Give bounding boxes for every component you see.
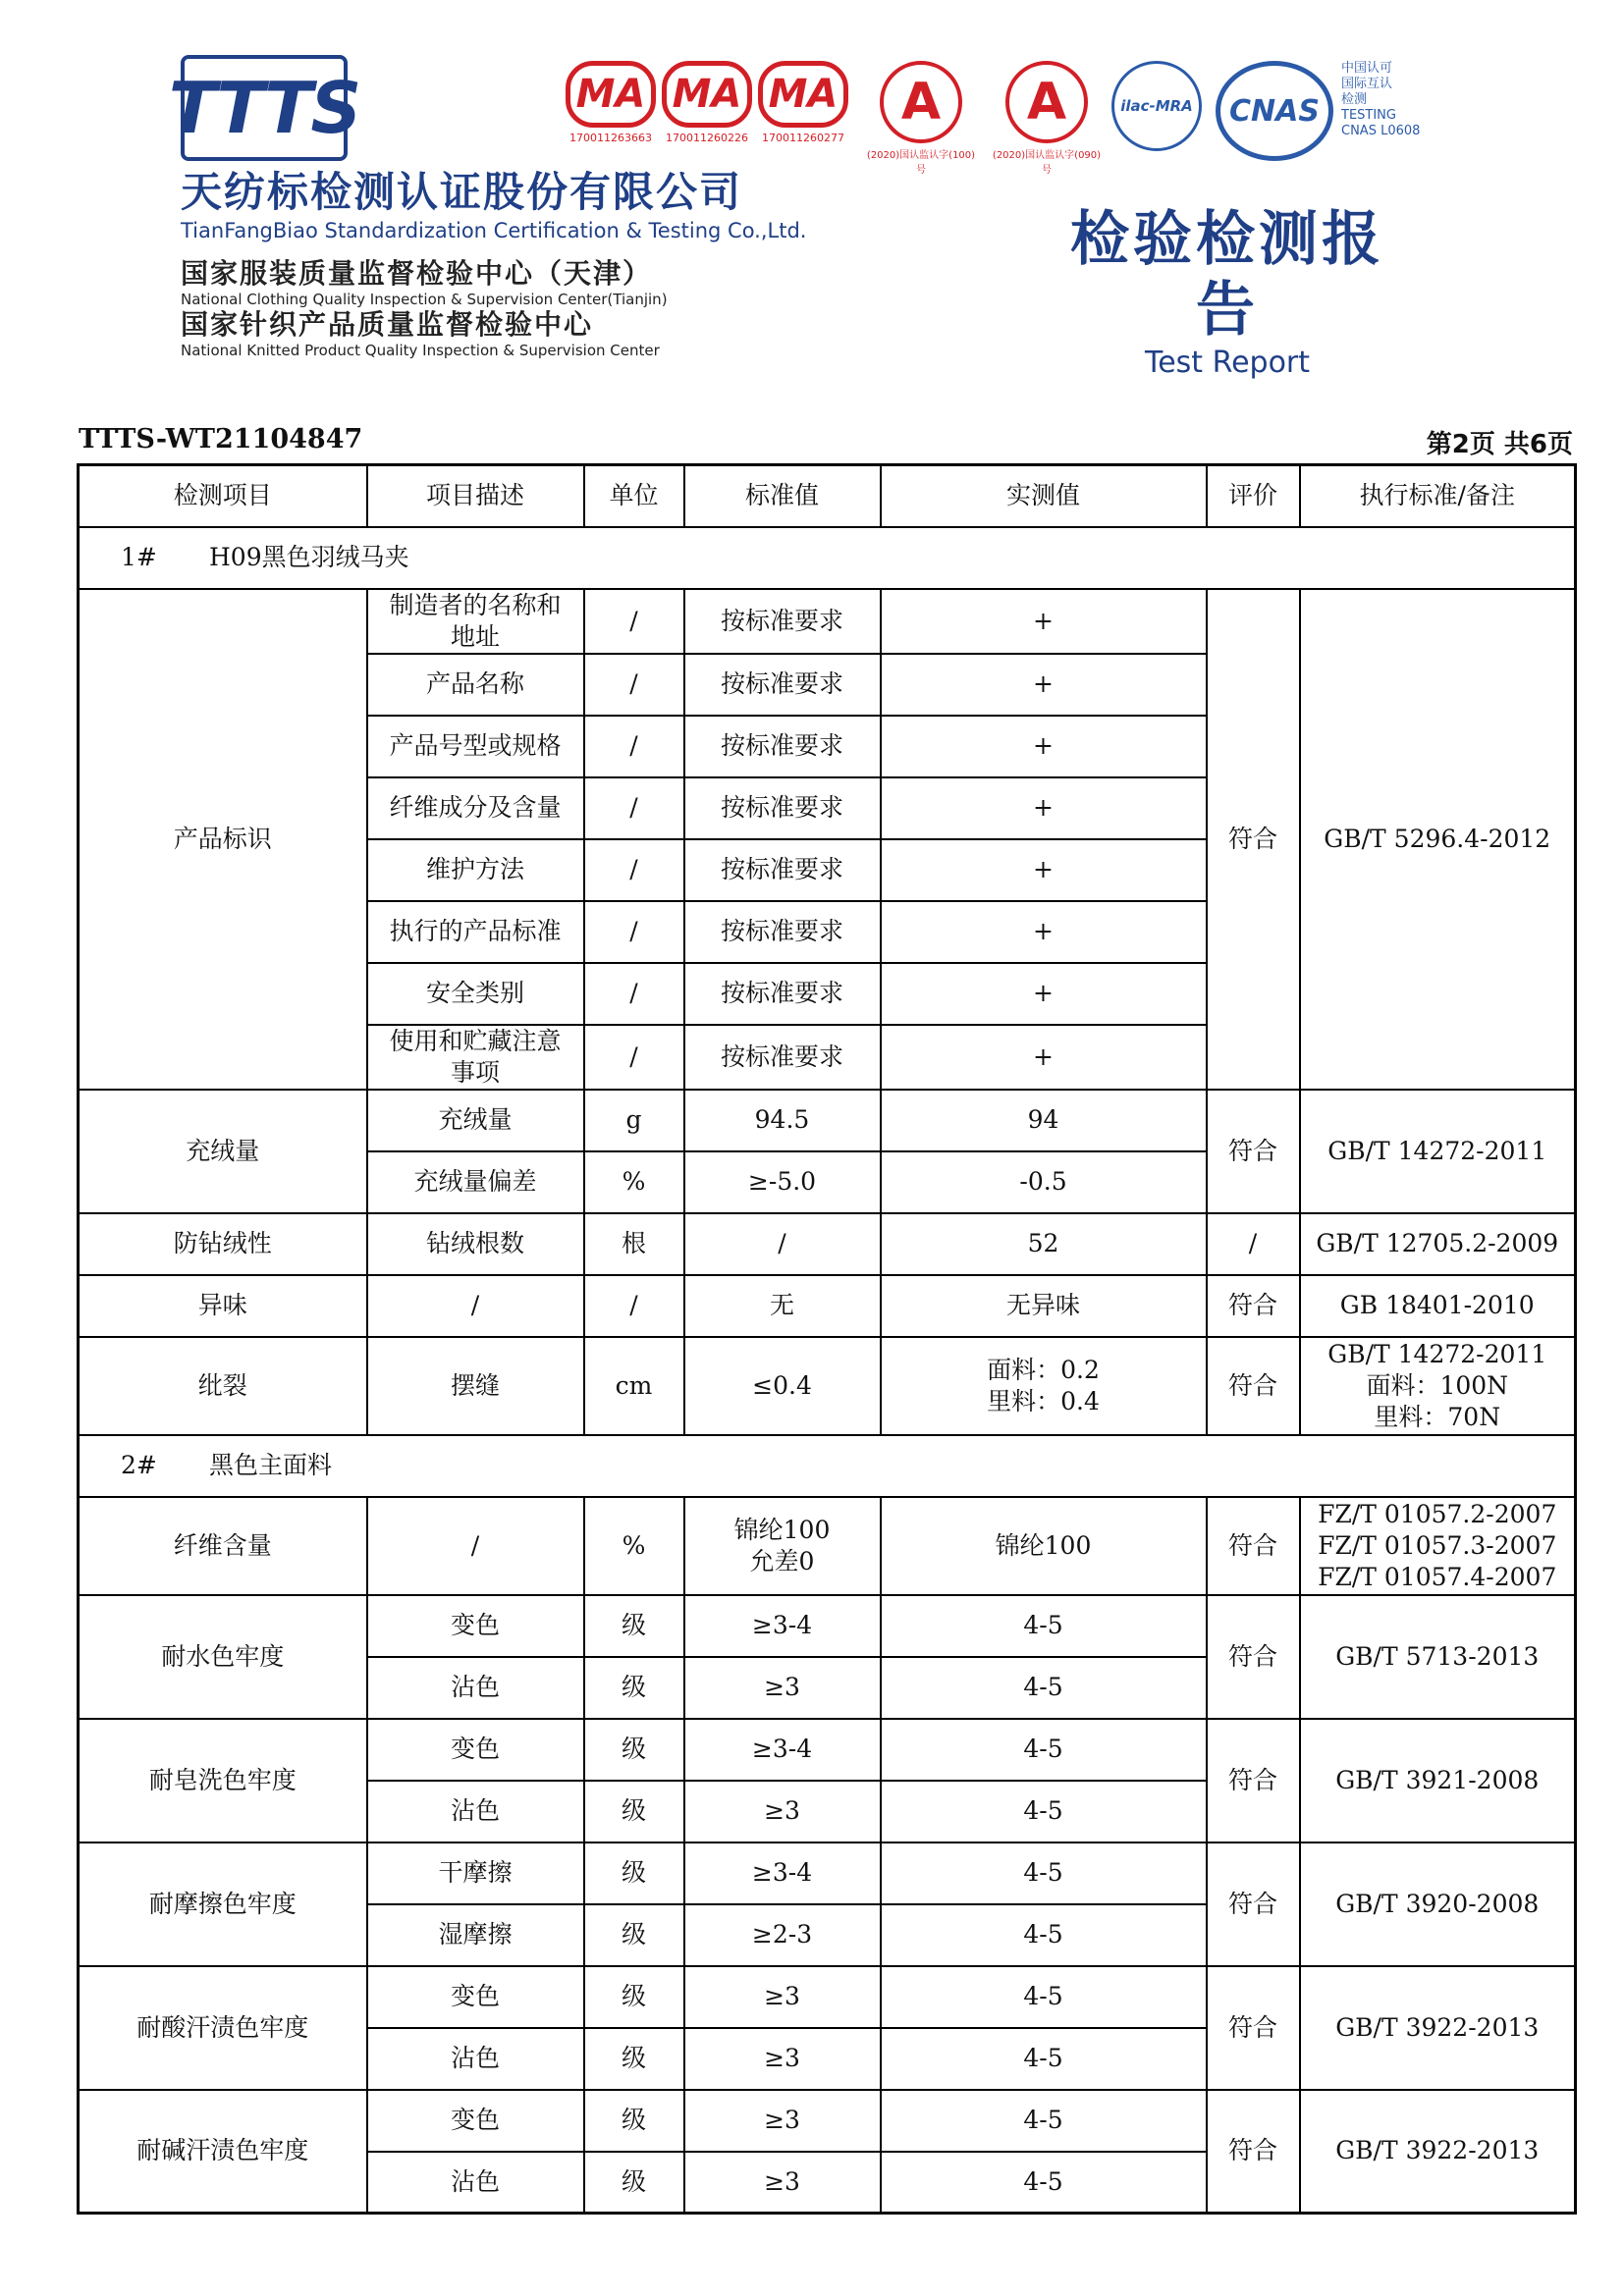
measured-value bbox=[881, 1337, 1207, 1435]
standard-value: 94.5 bbox=[684, 1090, 881, 1151]
evaluation: 符合 bbox=[1207, 2090, 1300, 2214]
section-number: 1# bbox=[121, 543, 157, 571]
item-description: 执行的产品标准 bbox=[367, 901, 584, 963]
cnas-line: CNAS L0608 bbox=[1341, 124, 1421, 138]
desc-line: 使用和贮藏注意 bbox=[389, 1026, 562, 1055]
unit: / bbox=[584, 901, 684, 963]
table-row bbox=[79, 1213, 1576, 1275]
column-header: 评价 bbox=[1207, 465, 1300, 527]
standard-value bbox=[684, 1497, 881, 1595]
standard-value: ≥3 bbox=[684, 2028, 881, 2090]
evaluation: / bbox=[1207, 1213, 1300, 1275]
cma-seal-icon: MA bbox=[566, 61, 656, 128]
test-item: 耐酸汗渍色牢度 bbox=[79, 1966, 367, 2090]
item-description: 产品名称 bbox=[367, 654, 584, 716]
standard-reference bbox=[1300, 1337, 1576, 1435]
unit: g bbox=[584, 1090, 684, 1151]
standard-line: FZ/T 01057.2-2007 bbox=[1318, 1499, 1557, 1528]
item-description: 维护方法 bbox=[367, 839, 584, 901]
standard-value: ≥3-4 bbox=[684, 1719, 881, 1781]
unit: 级 bbox=[584, 2152, 684, 2214]
section-name: 黑色主面料 bbox=[209, 1451, 333, 1479]
evaluation: 符合 bbox=[1207, 1842, 1300, 1966]
standard-line: 面料：100N bbox=[1366, 1370, 1509, 1400]
item-description: 沾色 bbox=[367, 1781, 584, 1842]
unit: 级 bbox=[584, 1904, 684, 1966]
unit: 级 bbox=[584, 1595, 684, 1657]
test-item: 耐碱汗渍色牢度 bbox=[79, 2090, 367, 2214]
measured-value: 52 bbox=[881, 1213, 1207, 1275]
measured-value: 4-5 bbox=[881, 1657, 1207, 1719]
standard-reference: GB/T 3921-2008 bbox=[1300, 1719, 1576, 1842]
center2-cn: 国家针织产品质量监督检验中心 bbox=[181, 308, 594, 341]
standard-line: FZ/T 01057.3-2007 bbox=[1318, 1530, 1557, 1560]
item-description: 变色 bbox=[367, 1595, 584, 1657]
company-name-en: TianFangBiao Standardization Certification & Testing Co.,Ltd. bbox=[181, 219, 807, 242]
measured-value: + bbox=[881, 777, 1207, 839]
item-description: 摆缝 bbox=[367, 1337, 584, 1435]
measured-value: 4-5 bbox=[881, 1904, 1207, 1966]
column-header: 执行标准/备注 bbox=[1300, 465, 1576, 527]
item-description: 纤维成分及含量 bbox=[367, 777, 584, 839]
column-header: 项目描述 bbox=[367, 465, 584, 527]
unit: / bbox=[584, 654, 684, 716]
item-description: 充绒量 bbox=[367, 1090, 584, 1151]
item-description: 沾色 bbox=[367, 1657, 584, 1719]
standard-reference: GB/T 5296.4-2012 bbox=[1300, 589, 1576, 1090]
desc-line: 事项 bbox=[450, 1057, 500, 1087]
measured-value: + bbox=[881, 1025, 1207, 1090]
standard-reference bbox=[1300, 1497, 1576, 1595]
standard-value: 按标准要求 bbox=[684, 777, 881, 839]
cal-number: (2020)国认监认字(100)号 bbox=[866, 150, 976, 176]
table-row bbox=[79, 1275, 1576, 1337]
measured-value: 4-5 bbox=[881, 1966, 1207, 2028]
test-item: 纤维含量 bbox=[79, 1497, 367, 1595]
standard-value: 按标准要求 bbox=[684, 839, 881, 901]
item-description: 干摩擦 bbox=[367, 1842, 584, 1904]
measured-value: 4-5 bbox=[881, 1719, 1207, 1781]
cal-mark bbox=[862, 61, 980, 176]
unit: / bbox=[584, 716, 684, 777]
measured-value: 4-5 bbox=[881, 1595, 1207, 1657]
evaluation: 符合 bbox=[1207, 1497, 1300, 1595]
table-row bbox=[79, 1090, 1576, 1151]
measured-value: + bbox=[881, 901, 1207, 963]
company-name bbox=[181, 167, 868, 243]
item-description: 充绒量偏差 bbox=[367, 1151, 584, 1213]
cal-mark bbox=[988, 61, 1106, 176]
unit: 级 bbox=[584, 1966, 684, 2028]
measured-value: -0.5 bbox=[881, 1151, 1207, 1213]
measured-value: + bbox=[881, 839, 1207, 901]
std-line: 允差0 bbox=[749, 1546, 815, 1575]
standard-value: 按标准要求 bbox=[684, 654, 881, 716]
unit: 级 bbox=[584, 2028, 684, 2090]
table-row bbox=[79, 1595, 1576, 1657]
evaluation: 符合 bbox=[1207, 1595, 1300, 1719]
evaluation: 符合 bbox=[1207, 1719, 1300, 1842]
item-description: 钻绒根数 bbox=[367, 1213, 584, 1275]
center1-cn: 国家服装质量监督检验中心（天津） bbox=[181, 257, 653, 290]
page-indicator: 第2页 共6页 bbox=[1426, 430, 1573, 459]
table-row bbox=[79, 1497, 1576, 1595]
unit: / bbox=[584, 1025, 684, 1090]
cnas-line: TESTING bbox=[1341, 108, 1396, 123]
evaluation: 符合 bbox=[1207, 589, 1300, 1090]
measured-value: 4-5 bbox=[881, 2152, 1207, 2214]
section-row bbox=[79, 527, 1576, 589]
cnas-line: 国际互认 bbox=[1341, 77, 1393, 91]
standard-value: ≥3 bbox=[684, 1966, 881, 2028]
column-header: 检测项目 bbox=[79, 465, 367, 527]
cma-seal-icon: MA bbox=[758, 61, 848, 128]
unit: / bbox=[584, 777, 684, 839]
standard-value: 按标准要求 bbox=[684, 1025, 881, 1090]
item-description bbox=[367, 589, 584, 654]
standard-value: ≤0.4 bbox=[684, 1337, 881, 1435]
center2-en: National Knitted Product Quality Inspection & Supervision Center bbox=[181, 342, 660, 359]
standard-reference: GB/T 3922-2013 bbox=[1300, 1966, 1576, 2090]
table-row bbox=[79, 1719, 1576, 1781]
item-description: / bbox=[367, 1275, 584, 1337]
test-item: 耐皂洗色牢度 bbox=[79, 1719, 367, 1842]
item-description bbox=[367, 1025, 584, 1090]
unit: 级 bbox=[584, 1657, 684, 1719]
value-line: 里料：0.4 bbox=[987, 1386, 1100, 1415]
value-line: 面料：0.2 bbox=[987, 1355, 1100, 1384]
center1-en: National Clothing Quality Inspection & Supervision Center(Tianjin) bbox=[181, 291, 668, 308]
table-row bbox=[79, 589, 1576, 654]
table-row bbox=[79, 1842, 1576, 1904]
measured-value: 4-5 bbox=[881, 2028, 1207, 2090]
test-item: 异味 bbox=[79, 1275, 367, 1337]
standard-value: ≥2-3 bbox=[684, 1904, 881, 1966]
item-description: 变色 bbox=[367, 1719, 584, 1781]
standard-value: ≥-5.0 bbox=[684, 1151, 881, 1213]
desc-line: 地址 bbox=[450, 621, 500, 651]
cma-mark bbox=[758, 61, 848, 144]
unit: / bbox=[584, 1275, 684, 1337]
column-header: 标准值 bbox=[684, 465, 881, 527]
standard-reference: GB/T 3922-2013 bbox=[1300, 2090, 1576, 2214]
cma-mark bbox=[662, 61, 752, 144]
unit: cm bbox=[584, 1337, 684, 1435]
evaluation: 符合 bbox=[1207, 1966, 1300, 2090]
evaluation: 符合 bbox=[1207, 1337, 1300, 1435]
cal-seal-icon: A bbox=[1005, 61, 1088, 143]
standard-value: 按标准要求 bbox=[684, 589, 881, 654]
measured-value: 4-5 bbox=[881, 1842, 1207, 1904]
item-description: 沾色 bbox=[367, 2028, 584, 2090]
measured-value: 4-5 bbox=[881, 2090, 1207, 2152]
std-line: 锦纶100 bbox=[733, 1515, 831, 1544]
unit: % bbox=[584, 1151, 684, 1213]
test-item: 耐水色牢度 bbox=[79, 1595, 367, 1719]
standard-value: ≥3 bbox=[684, 2152, 881, 2214]
standard-reference: GB/T 5713-2013 bbox=[1300, 1595, 1576, 1719]
unit: % bbox=[584, 1497, 684, 1595]
evaluation: 符合 bbox=[1207, 1275, 1300, 1337]
standard-value: ≥3 bbox=[684, 2090, 881, 2152]
test-item: 防钻绒性 bbox=[79, 1213, 367, 1275]
measured-value: + bbox=[881, 716, 1207, 777]
standard-value: ≥3-4 bbox=[684, 1842, 881, 1904]
standard-reference: GB/T 3920-2008 bbox=[1300, 1842, 1576, 1966]
ilac-mra-icon: ilac-MRA bbox=[1111, 61, 1202, 151]
standard-reference: GB/T 14272-2011 bbox=[1300, 1090, 1576, 1213]
unit: / bbox=[584, 839, 684, 901]
standard-line: GB/T 14272-2011 bbox=[1327, 1339, 1547, 1368]
unit: / bbox=[584, 963, 684, 1025]
report-meta bbox=[79, 424, 1573, 459]
company-name-cn: 天纺标检测认证股份有限公司 bbox=[181, 168, 743, 216]
measured-value: 4-5 bbox=[881, 1781, 1207, 1842]
item-description: 变色 bbox=[367, 2090, 584, 2152]
standard-value: ≥3 bbox=[684, 1657, 881, 1719]
measured-value: 锦纶100 bbox=[881, 1497, 1207, 1595]
cma-seal-icon: MA bbox=[662, 61, 752, 128]
table-header-row bbox=[79, 465, 1576, 527]
measured-value: + bbox=[881, 654, 1207, 716]
standard-value: ≥3 bbox=[684, 1781, 881, 1842]
section-title bbox=[79, 1435, 1576, 1497]
item-description: 安全类别 bbox=[367, 963, 584, 1025]
evaluation: 符合 bbox=[1207, 1090, 1300, 1213]
standard-value: / bbox=[684, 1213, 881, 1275]
measured-value: 无异味 bbox=[881, 1275, 1207, 1337]
table-row bbox=[79, 1966, 1576, 2028]
test-item: 纰裂 bbox=[79, 1337, 367, 1435]
standard-value: 按标准要求 bbox=[684, 901, 881, 963]
table-row bbox=[79, 1337, 1576, 1435]
cma-number: 170011260226 bbox=[666, 132, 748, 144]
table-row bbox=[79, 2090, 1576, 2152]
section-number: 2# bbox=[121, 1451, 157, 1479]
test-item: 耐摩擦色牢度 bbox=[79, 1842, 367, 1966]
section-title bbox=[79, 527, 1576, 589]
section-row bbox=[79, 1435, 1576, 1497]
test-item: 充绒量 bbox=[79, 1090, 367, 1213]
unit: 根 bbox=[584, 1213, 684, 1275]
column-header: 单位 bbox=[584, 465, 684, 527]
unit: 级 bbox=[584, 1719, 684, 1781]
unit: / bbox=[584, 589, 684, 654]
cnas-line: 检测 bbox=[1341, 92, 1368, 107]
measured-value: + bbox=[881, 963, 1207, 1025]
test-results-table bbox=[77, 463, 1577, 2215]
test-item: 产品标识 bbox=[79, 589, 367, 1090]
item-description: 湿摩擦 bbox=[367, 1904, 584, 1966]
cnas-line: 中国认可 bbox=[1341, 61, 1393, 76]
accreditation-marks bbox=[566, 61, 1421, 176]
standard-value: 无 bbox=[684, 1275, 881, 1337]
unit: 级 bbox=[584, 1842, 684, 1904]
item-description: 产品号型或规格 bbox=[367, 716, 584, 777]
cnas-icon: CNAS bbox=[1216, 61, 1333, 161]
unit: 级 bbox=[584, 2090, 684, 2152]
report-title bbox=[1051, 204, 1404, 381]
cal-seal-icon: A bbox=[880, 61, 962, 143]
item-description: 变色 bbox=[367, 1966, 584, 2028]
column-header: 实测值 bbox=[881, 465, 1207, 527]
unit: 级 bbox=[584, 1781, 684, 1842]
inspection-centers bbox=[181, 257, 868, 359]
cma-mark bbox=[566, 61, 656, 144]
standard-line: 里料：70N bbox=[1374, 1402, 1501, 1431]
standard-value: ≥3-4 bbox=[684, 1595, 881, 1657]
report-title-cn: 检验检测报告 bbox=[1070, 205, 1384, 345]
report-title-en: Test Report bbox=[1144, 346, 1311, 380]
standard-value: 按标准要求 bbox=[684, 963, 881, 1025]
standard-value: 按标准要求 bbox=[684, 716, 881, 777]
cma-number: 170011263663 bbox=[569, 132, 652, 144]
desc-line: 制造者的名称和 bbox=[389, 590, 562, 619]
cal-number: (2020)国认监认字(090)号 bbox=[992, 150, 1102, 176]
logo-text: TTTS bbox=[168, 67, 360, 149]
ttts-logo bbox=[168, 55, 360, 161]
standard-line: FZ/T 01057.4-2007 bbox=[1318, 1562, 1557, 1591]
measured-value: + bbox=[881, 589, 1207, 654]
report-number: TTTS-WT21104847 bbox=[79, 424, 363, 454]
measured-value: 94 bbox=[881, 1090, 1207, 1151]
cma-number: 170011260277 bbox=[762, 132, 844, 144]
standard-reference: GB/T 12705.2-2009 bbox=[1300, 1213, 1576, 1275]
section-name: H09黑色羽绒马夹 bbox=[209, 543, 409, 571]
item-description: / bbox=[367, 1497, 584, 1595]
standard-reference: GB 18401-2010 bbox=[1300, 1275, 1576, 1337]
cnas-text bbox=[1341, 61, 1420, 139]
item-description: 沾色 bbox=[367, 2152, 584, 2214]
